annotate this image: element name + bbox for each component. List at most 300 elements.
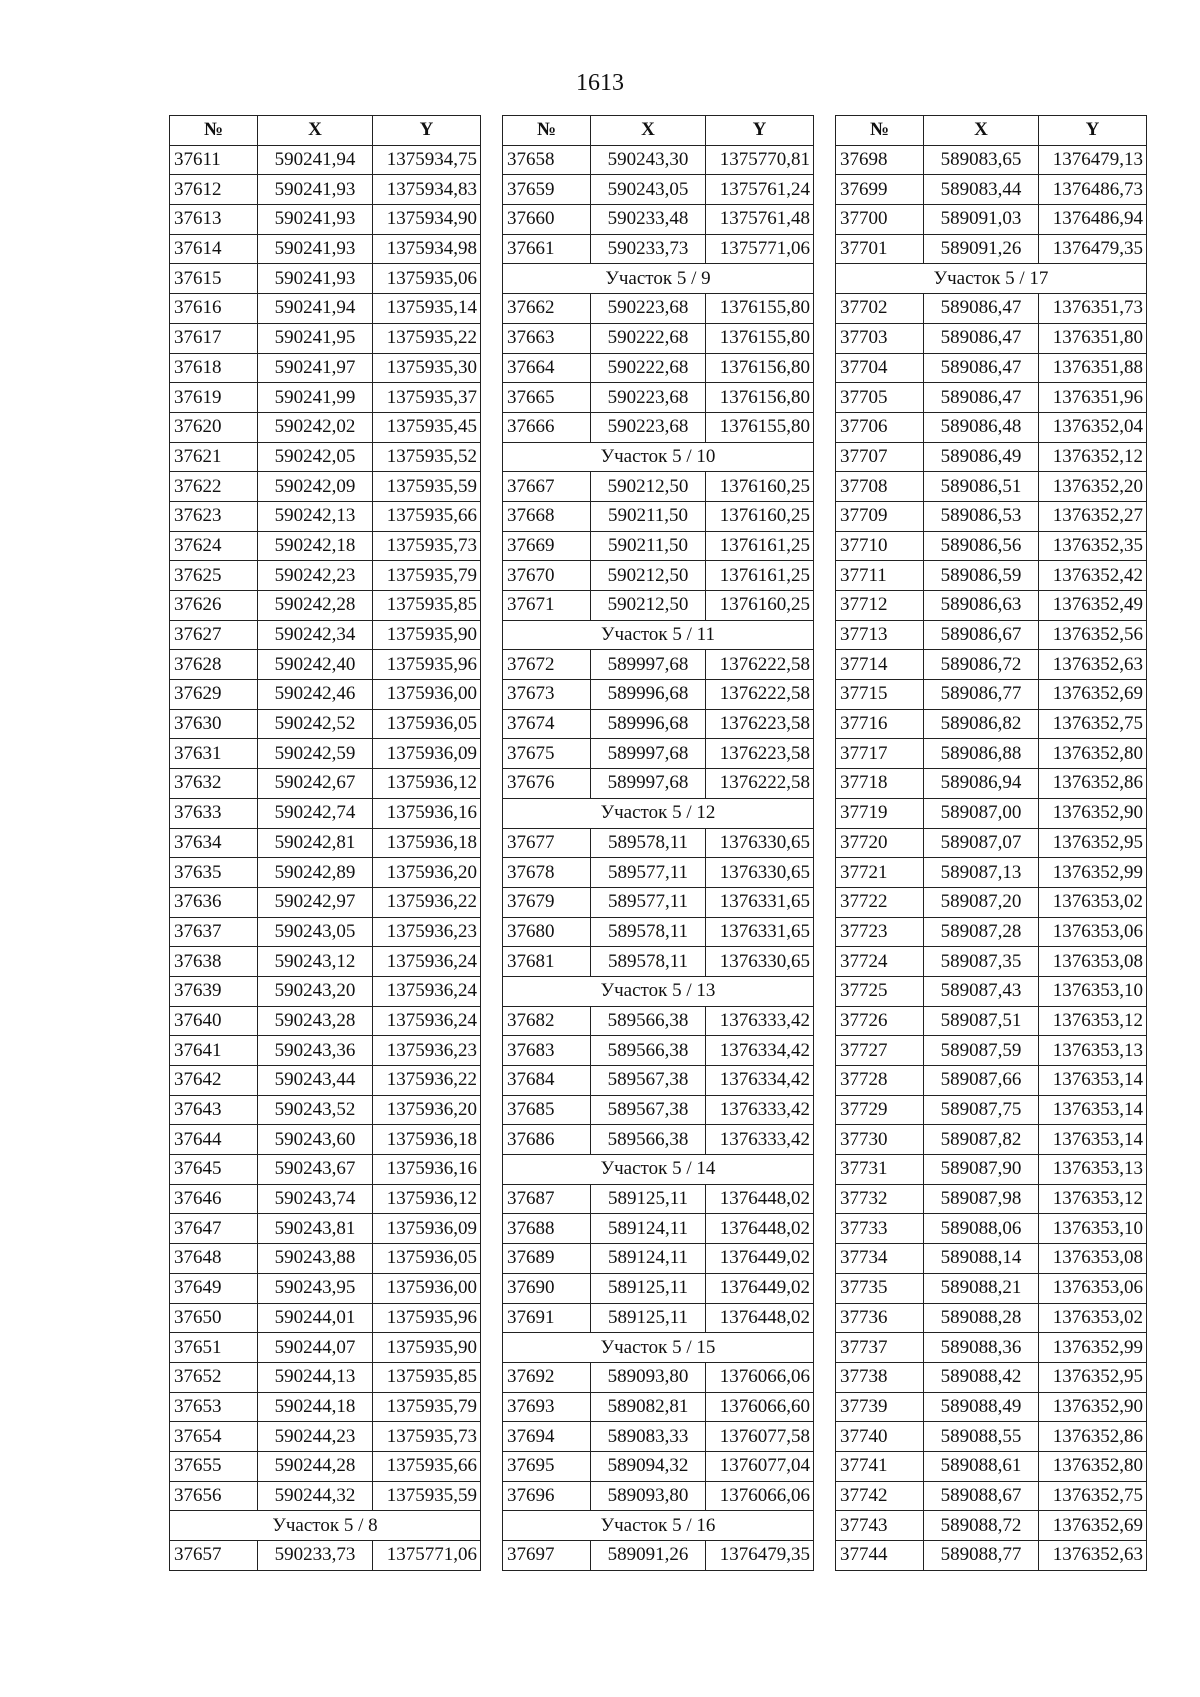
point-number-cell: 37690 <box>503 1273 591 1303</box>
x-coordinate-cell: 590242,67 <box>258 769 373 799</box>
y-coordinate-cell: 1376077,04 <box>706 1451 814 1481</box>
point-number-cell: 37735 <box>836 1273 924 1303</box>
table-row <box>170 1362 481 1392</box>
table-row <box>836 472 1147 502</box>
table-row <box>836 1125 1147 1155</box>
y-coordinate-cell: 1376160,25 <box>706 501 814 531</box>
x-coordinate-cell: 589088,61 <box>924 1451 1039 1481</box>
table-row <box>170 680 481 710</box>
y-coordinate-cell: 1376352,35 <box>1039 531 1147 561</box>
table-row <box>836 976 1147 1006</box>
table-row <box>836 1184 1147 1214</box>
point-number-cell: 37685 <box>503 1095 591 1125</box>
section-title: Участок 5 / 17 <box>836 264 1147 294</box>
point-number-cell: 37658 <box>503 145 591 175</box>
point-number-cell: 37671 <box>503 591 591 621</box>
table-row <box>170 1392 481 1422</box>
point-number-cell: 37666 <box>503 412 591 442</box>
table-row <box>836 323 1147 353</box>
table-row <box>170 1125 481 1155</box>
table-row <box>170 442 481 472</box>
table-row <box>503 947 814 977</box>
point-number-cell: 37736 <box>836 1303 924 1333</box>
table-row <box>503 1303 814 1333</box>
y-coordinate-cell: 1375935,79 <box>373 1392 481 1422</box>
y-coordinate-cell: 1376352,63 <box>1039 1541 1147 1571</box>
x-coordinate-cell: 589997,68 <box>591 650 706 680</box>
x-coordinate-cell: 589093,80 <box>591 1481 706 1511</box>
x-coordinate-cell: 589577,11 <box>591 858 706 888</box>
x-coordinate-cell: 589124,11 <box>591 1214 706 1244</box>
y-coordinate-cell: 1376334,42 <box>706 1036 814 1066</box>
point-number-cell: 37714 <box>836 650 924 680</box>
point-number-cell: 37726 <box>836 1006 924 1036</box>
table-row <box>170 1244 481 1274</box>
header-y: Y <box>373 116 481 146</box>
table-row <box>170 1036 481 1066</box>
table-row <box>170 1481 481 1511</box>
point-number-cell: 37687 <box>503 1184 591 1214</box>
x-coordinate-cell: 589091,26 <box>924 234 1039 264</box>
point-number-cell: 37741 <box>836 1451 924 1481</box>
point-number-cell: 37709 <box>836 501 924 531</box>
table-row <box>836 412 1147 442</box>
x-coordinate-cell: 590241,94 <box>258 294 373 324</box>
y-coordinate-cell: 1376353,12 <box>1039 1006 1147 1036</box>
point-number-cell: 37700 <box>836 205 924 235</box>
y-coordinate-cell: 1375936,00 <box>373 1273 481 1303</box>
point-number-cell: 37629 <box>170 680 258 710</box>
y-coordinate-cell: 1375936,09 <box>373 1214 481 1244</box>
y-coordinate-cell: 1376066,06 <box>706 1481 814 1511</box>
y-coordinate-cell: 1376222,58 <box>706 650 814 680</box>
y-coordinate-cell: 1376448,02 <box>706 1184 814 1214</box>
table-row <box>503 412 814 442</box>
table-row <box>836 858 1147 888</box>
y-coordinate-cell: 1376331,65 <box>706 887 814 917</box>
table-row <box>503 828 814 858</box>
point-number-cell: 37639 <box>170 976 258 1006</box>
x-coordinate-cell: 589087,43 <box>924 976 1039 1006</box>
x-coordinate-cell: 590242,02 <box>258 412 373 442</box>
point-number-cell: 37630 <box>170 709 258 739</box>
table-row <box>170 145 481 175</box>
table-row <box>503 650 814 680</box>
point-number-cell: 37722 <box>836 887 924 917</box>
point-number-cell: 37661 <box>503 234 591 264</box>
point-number-cell: 37693 <box>503 1392 591 1422</box>
table-row <box>170 1541 481 1571</box>
x-coordinate-cell: 589086,47 <box>924 323 1039 353</box>
table-row <box>503 680 814 710</box>
point-number-cell: 37614 <box>170 234 258 264</box>
point-number-cell: 37721 <box>836 858 924 888</box>
point-number-cell: 37647 <box>170 1214 258 1244</box>
table-row <box>836 442 1147 472</box>
y-coordinate-cell: 1375936,18 <box>373 1125 481 1155</box>
point-number-cell: 37663 <box>503 323 591 353</box>
x-coordinate-cell: 589088,14 <box>924 1244 1039 1274</box>
x-coordinate-cell: 589087,59 <box>924 1036 1039 1066</box>
y-coordinate-cell: 1376352,12 <box>1039 442 1147 472</box>
y-coordinate-cell: 1376351,96 <box>1039 383 1147 413</box>
table-row <box>503 1184 814 1214</box>
table-row <box>836 887 1147 917</box>
y-coordinate-cell: 1376160,25 <box>706 591 814 621</box>
point-number-cell: 37674 <box>503 709 591 739</box>
point-number-cell: 37612 <box>170 175 258 205</box>
point-number-cell: 37695 <box>503 1451 591 1481</box>
x-coordinate-cell: 590233,48 <box>591 205 706 235</box>
point-number-cell: 37718 <box>836 769 924 799</box>
y-coordinate-cell: 1375934,75 <box>373 145 481 175</box>
table-row <box>836 650 1147 680</box>
point-number-cell: 37625 <box>170 561 258 591</box>
section-row <box>503 264 814 294</box>
x-coordinate-cell: 589086,53 <box>924 501 1039 531</box>
y-coordinate-cell: 1376156,80 <box>706 353 814 383</box>
point-number-cell: 37635 <box>170 858 258 888</box>
coordinates-table-3 <box>835 115 1147 1571</box>
x-coordinate-cell: 590243,60 <box>258 1125 373 1155</box>
x-coordinate-cell: 589086,88 <box>924 739 1039 769</box>
x-coordinate-cell: 590242,34 <box>258 620 373 650</box>
x-coordinate-cell: 590241,93 <box>258 205 373 235</box>
table-row <box>503 323 814 353</box>
x-coordinate-cell: 590212,50 <box>591 561 706 591</box>
point-number-cell: 37739 <box>836 1392 924 1422</box>
point-number-cell: 37713 <box>836 620 924 650</box>
x-coordinate-cell: 590233,73 <box>258 1541 373 1571</box>
point-number-cell: 37681 <box>503 947 591 977</box>
point-number-cell: 37665 <box>503 383 591 413</box>
table-row <box>836 1006 1147 1036</box>
y-coordinate-cell: 1376353,06 <box>1039 917 1147 947</box>
x-coordinate-cell: 590243,74 <box>258 1184 373 1214</box>
point-number-cell: 37697 <box>503 1541 591 1571</box>
header-no: № <box>170 116 258 146</box>
x-coordinate-cell: 589578,11 <box>591 917 706 947</box>
point-number-cell: 37728 <box>836 1066 924 1096</box>
page-number: 1613 <box>576 70 624 96</box>
table-row <box>170 383 481 413</box>
point-number-cell: 37677 <box>503 828 591 858</box>
x-coordinate-cell: 589566,38 <box>591 1125 706 1155</box>
table-row <box>503 294 814 324</box>
x-coordinate-cell: 589088,67 <box>924 1481 1039 1511</box>
x-coordinate-cell: 589086,63 <box>924 591 1039 621</box>
header-x: X <box>591 116 706 146</box>
x-coordinate-cell: 589086,77 <box>924 680 1039 710</box>
x-coordinate-cell: 589083,65 <box>924 145 1039 175</box>
table-row <box>836 531 1147 561</box>
y-coordinate-cell: 1376333,42 <box>706 1006 814 1036</box>
y-coordinate-cell: 1375934,83 <box>373 175 481 205</box>
x-coordinate-cell: 589088,28 <box>924 1303 1039 1333</box>
y-coordinate-cell: 1376351,73 <box>1039 294 1147 324</box>
header-no: № <box>836 116 924 146</box>
table-row <box>836 1362 1147 1392</box>
y-coordinate-cell: 1376479,13 <box>1039 145 1147 175</box>
table-row <box>170 798 481 828</box>
table-row <box>503 1066 814 1096</box>
section-row <box>503 1155 814 1185</box>
table-row <box>836 1155 1147 1185</box>
table-row <box>836 1451 1147 1481</box>
point-number-cell: 37652 <box>170 1362 258 1392</box>
y-coordinate-cell: 1376353,10 <box>1039 976 1147 1006</box>
header-y: Y <box>706 116 814 146</box>
table-row <box>836 1481 1147 1511</box>
y-coordinate-cell: 1375935,96 <box>373 1303 481 1333</box>
point-number-cell: 37660 <box>503 205 591 235</box>
x-coordinate-cell: 590233,73 <box>591 234 706 264</box>
table-row <box>170 1303 481 1333</box>
y-coordinate-cell: 1376352,80 <box>1039 739 1147 769</box>
table-row <box>170 1273 481 1303</box>
x-coordinate-cell: 590242,89 <box>258 858 373 888</box>
point-number-cell: 37737 <box>836 1333 924 1363</box>
y-coordinate-cell: 1376330,65 <box>706 947 814 977</box>
table-row <box>503 1273 814 1303</box>
y-coordinate-cell: 1375935,96 <box>373 650 481 680</box>
table-row <box>503 353 814 383</box>
point-number-cell: 37705 <box>836 383 924 413</box>
x-coordinate-cell: 590211,50 <box>591 501 706 531</box>
x-coordinate-cell: 590242,74 <box>258 798 373 828</box>
table-row <box>170 205 481 235</box>
table-row <box>836 591 1147 621</box>
x-coordinate-cell: 590223,68 <box>591 294 706 324</box>
point-number-cell: 37710 <box>836 531 924 561</box>
x-coordinate-cell: 589087,28 <box>924 917 1039 947</box>
point-number-cell: 37683 <box>503 1036 591 1066</box>
point-number-cell: 37637 <box>170 917 258 947</box>
x-coordinate-cell: 589087,13 <box>924 858 1039 888</box>
section-title: Участок 5 / 14 <box>503 1155 814 1185</box>
y-coordinate-cell: 1376353,08 <box>1039 1244 1147 1274</box>
point-number-cell: 37659 <box>503 175 591 205</box>
y-coordinate-cell: 1375935,59 <box>373 1481 481 1511</box>
x-coordinate-cell: 590241,99 <box>258 383 373 413</box>
table-row <box>170 976 481 1006</box>
y-coordinate-cell: 1376352,20 <box>1039 472 1147 502</box>
table-row <box>503 1006 814 1036</box>
y-coordinate-cell: 1375935,90 <box>373 1333 481 1363</box>
y-coordinate-cell: 1375936,05 <box>373 1244 481 1274</box>
y-coordinate-cell: 1376352,90 <box>1039 798 1147 828</box>
table-row <box>836 620 1147 650</box>
x-coordinate-cell: 589087,51 <box>924 1006 1039 1036</box>
table-row <box>836 205 1147 235</box>
table-row <box>170 531 481 561</box>
x-coordinate-cell: 589086,56 <box>924 531 1039 561</box>
y-coordinate-cell: 1376352,86 <box>1039 1422 1147 1452</box>
x-coordinate-cell: 589086,51 <box>924 472 1039 502</box>
x-coordinate-cell: 589578,11 <box>591 947 706 977</box>
y-coordinate-cell: 1375935,73 <box>373 1422 481 1452</box>
table-row <box>503 501 814 531</box>
x-coordinate-cell: 589566,38 <box>591 1006 706 1036</box>
header-row <box>836 116 1147 146</box>
point-number-cell: 37653 <box>170 1392 258 1422</box>
table-row <box>836 353 1147 383</box>
x-coordinate-cell: 589087,00 <box>924 798 1039 828</box>
table-row <box>836 1511 1147 1541</box>
table-row <box>836 947 1147 977</box>
y-coordinate-cell: 1375936,00 <box>373 680 481 710</box>
y-coordinate-cell: 1376352,27 <box>1039 501 1147 531</box>
y-coordinate-cell: 1376353,06 <box>1039 1273 1147 1303</box>
point-number-cell: 37724 <box>836 947 924 977</box>
point-number-cell: 37617 <box>170 323 258 353</box>
table-row <box>170 472 481 502</box>
table-row <box>503 1451 814 1481</box>
y-coordinate-cell: 1376156,80 <box>706 383 814 413</box>
coordinates-table-2 <box>502 115 814 1571</box>
y-coordinate-cell: 1376077,58 <box>706 1422 814 1452</box>
table-row <box>836 1392 1147 1422</box>
x-coordinate-cell: 590241,97 <box>258 353 373 383</box>
x-coordinate-cell: 590243,44 <box>258 1066 373 1096</box>
table-row <box>836 709 1147 739</box>
x-coordinate-cell: 589091,26 <box>591 1541 706 1571</box>
y-coordinate-cell: 1376352,95 <box>1039 828 1147 858</box>
x-coordinate-cell: 590241,93 <box>258 175 373 205</box>
table-row <box>836 828 1147 858</box>
section-row <box>503 1333 814 1363</box>
point-number-cell: 37672 <box>503 650 591 680</box>
table-row <box>503 205 814 235</box>
table-row <box>836 1095 1147 1125</box>
y-coordinate-cell: 1376331,65 <box>706 917 814 947</box>
y-coordinate-cell: 1375936,16 <box>373 1155 481 1185</box>
x-coordinate-cell: 590212,50 <box>591 591 706 621</box>
header-x: X <box>258 116 373 146</box>
y-coordinate-cell: 1375936,16 <box>373 798 481 828</box>
point-number-cell: 37654 <box>170 1422 258 1452</box>
y-coordinate-cell: 1375936,12 <box>373 769 481 799</box>
y-coordinate-cell: 1376333,42 <box>706 1125 814 1155</box>
section-title: Участок 5 / 12 <box>503 798 814 828</box>
y-coordinate-cell: 1376223,58 <box>706 709 814 739</box>
x-coordinate-cell: 590244,32 <box>258 1481 373 1511</box>
table-row <box>503 1125 814 1155</box>
y-coordinate-cell: 1376160,25 <box>706 472 814 502</box>
x-coordinate-cell: 589086,49 <box>924 442 1039 472</box>
point-number-cell: 37621 <box>170 442 258 472</box>
x-coordinate-cell: 590242,13 <box>258 501 373 531</box>
table-row <box>503 1481 814 1511</box>
table-row <box>170 709 481 739</box>
table-row <box>836 234 1147 264</box>
point-number-cell: 37717 <box>836 739 924 769</box>
y-coordinate-cell: 1376222,58 <box>706 680 814 710</box>
x-coordinate-cell: 589088,42 <box>924 1362 1039 1392</box>
y-coordinate-cell: 1376352,80 <box>1039 1451 1147 1481</box>
y-coordinate-cell: 1376352,90 <box>1039 1392 1147 1422</box>
y-coordinate-cell: 1376352,63 <box>1039 650 1147 680</box>
section-row <box>503 976 814 1006</box>
x-coordinate-cell: 589087,82 <box>924 1125 1039 1155</box>
section-title: Участок 5 / 15 <box>503 1333 814 1363</box>
point-number-cell: 37730 <box>836 1125 924 1155</box>
point-number-cell: 37642 <box>170 1066 258 1096</box>
table-row <box>170 769 481 799</box>
x-coordinate-cell: 589566,38 <box>591 1036 706 1066</box>
y-coordinate-cell: 1376353,13 <box>1039 1155 1147 1185</box>
point-number-cell: 37704 <box>836 353 924 383</box>
y-coordinate-cell: 1376479,35 <box>706 1541 814 1571</box>
y-coordinate-cell: 1376353,12 <box>1039 1184 1147 1214</box>
header-row <box>503 116 814 146</box>
table-row <box>503 709 814 739</box>
y-coordinate-cell: 1375935,37 <box>373 383 481 413</box>
table-row <box>836 680 1147 710</box>
y-coordinate-cell: 1375935,85 <box>373 1362 481 1392</box>
point-number-cell: 37634 <box>170 828 258 858</box>
point-number-cell: 37624 <box>170 531 258 561</box>
y-coordinate-cell: 1376353,08 <box>1039 947 1147 977</box>
y-coordinate-cell: 1375936,24 <box>373 1006 481 1036</box>
table-row <box>170 828 481 858</box>
y-coordinate-cell: 1376222,58 <box>706 769 814 799</box>
table-row <box>170 1095 481 1125</box>
x-coordinate-cell: 590243,36 <box>258 1036 373 1066</box>
y-coordinate-cell: 1375935,73 <box>373 531 481 561</box>
y-coordinate-cell: 1376353,02 <box>1039 887 1147 917</box>
y-coordinate-cell: 1376334,42 <box>706 1066 814 1096</box>
section-row <box>836 264 1147 294</box>
point-number-cell: 37740 <box>836 1422 924 1452</box>
x-coordinate-cell: 590242,59 <box>258 739 373 769</box>
x-coordinate-cell: 589125,11 <box>591 1184 706 1214</box>
y-coordinate-cell: 1375935,14 <box>373 294 481 324</box>
table-row <box>170 1422 481 1452</box>
table-row <box>170 1006 481 1036</box>
x-coordinate-cell: 589567,38 <box>591 1095 706 1125</box>
table-row <box>503 145 814 175</box>
x-coordinate-cell: 590212,50 <box>591 472 706 502</box>
point-number-cell: 37716 <box>836 709 924 739</box>
table-row <box>170 620 481 650</box>
table-row <box>836 739 1147 769</box>
x-coordinate-cell: 590243,05 <box>258 917 373 947</box>
x-coordinate-cell: 589087,75 <box>924 1095 1039 1125</box>
y-coordinate-cell: 1376351,88 <box>1039 353 1147 383</box>
x-coordinate-cell: 590241,94 <box>258 145 373 175</box>
table-row <box>503 561 814 591</box>
table-row <box>503 858 814 888</box>
y-coordinate-cell: 1375935,79 <box>373 561 481 591</box>
header-y: Y <box>1039 116 1147 146</box>
point-number-cell: 37656 <box>170 1481 258 1511</box>
x-coordinate-cell: 590243,05 <box>591 175 706 205</box>
y-coordinate-cell: 1376351,80 <box>1039 323 1147 353</box>
table-row <box>503 1214 814 1244</box>
x-coordinate-cell: 590243,95 <box>258 1273 373 1303</box>
x-coordinate-cell: 590211,50 <box>591 531 706 561</box>
y-coordinate-cell: 1376486,94 <box>1039 205 1147 235</box>
point-number-cell: 37640 <box>170 1006 258 1036</box>
y-coordinate-cell: 1375935,66 <box>373 1451 481 1481</box>
point-number-cell: 37620 <box>170 412 258 442</box>
point-number-cell: 37651 <box>170 1333 258 1363</box>
table-row <box>836 294 1147 324</box>
x-coordinate-cell: 589087,20 <box>924 887 1039 917</box>
x-coordinate-cell: 590242,28 <box>258 591 373 621</box>
y-coordinate-cell: 1376352,56 <box>1039 620 1147 650</box>
